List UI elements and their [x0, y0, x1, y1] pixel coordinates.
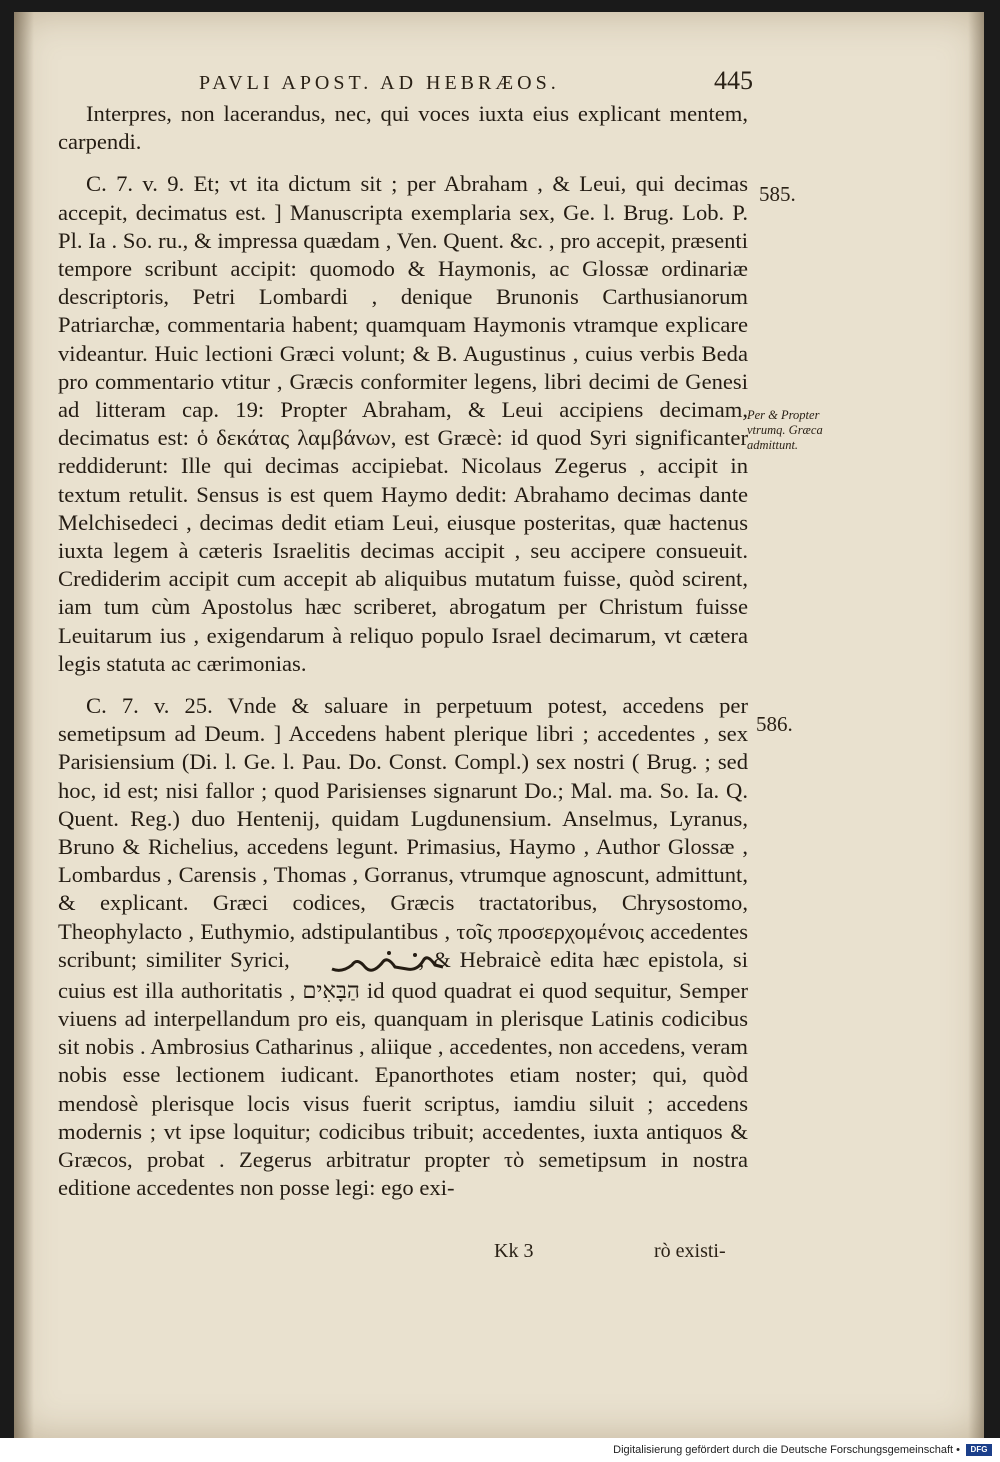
paragraph-1: C. 7. v. 9. Et; vt ita dictum sit ; per Abraham , & Leui, qui decimas accepit, decimatus est. ] Manuscripta exemplaria sex, Ge. l. Brug. Lob. P. Pl. Ia . So. ru., & impressa quædam , Ven. Quent. &c. , pro accepit, præsenti tempore scribunt accipit: quomodo & Haymonis, ac Glossæ ordinariæ descriptoris, Petri Lombardi , denique Brunonis Carthusianorum Patriarchæ, commentaria habent; quamquam Haymonis vtramque explicare videantur. Huic lectioni Græci volunt; & B. Augustinus , cuius verbis Beda pro commentario vtitur , Græcis conformiter legens, libri decimi de Genesi ad litteram cap. 19: Propter Abraham, & Leui accipiens decimam, decimatus est: ὁ δεκάτας λαμβάνων, est Græcè: id quod Syri significanter reddiderunt: Ille qui decimas accipiebat. Nicolaus Zegerus , accipit in textum retulit. Sensus is est quem Haymo dedit: Abrahamo decimas dante Melchisedeci , decimas dedit etiam Leui, eiusque posteritas, quæ hactenus iuxta legem à cæteris Israelitis decimas accipit , seu accipere consueuit. Crediderim accipit cum accepit ab aliquibus mutatum fuisse, quòd scirent, iam tum cùm Apostolus hæc scriberet, abrogatum per Christum fuisse Leuitarum ius , exigendarum à reliquo populo Israel decimarum, vt cætera legis statuta ac cærimonias. [58, 171, 748, 676]
text-block [58, 100, 748, 1202]
margin-note-586: 586. [756, 712, 793, 736]
paragraph-2-part-a: C. 7. v. 25. Vnde & saluare in perpetuum potest, accedens per semetipsum ad Deum. ] Accedens habent plerique libri ; accedentes , sex Parisiensium (Di. l. Ge. l. Pau. Do. Const. Compl.) sex nostri ( Brug. ; sed hoc, id est; nisi fallor ; quod Parisienses signarunt Do.; Mal. ma. So. Ia. Q. Quent. Reg.) duo Hentenij, quidam Lugdunensium. Anselmus, Lyranus, Bruno & Richelius, accedens legunt. Primasius, Haymo , Author Glossæ , Lombardus , Carensis , Thomas , Gorranus, vtrumque agnoscunt, admittunt, & explicant. Græci codices, Græcis tractatoribus, Chrysostomo, Theophylacto , Euthymio, adstipulantibus , τοῖς προσερχομένοις accedentes scribunt; similiter Syrici, [58, 693, 748, 972]
syriac-script-glyphs [299, 947, 419, 977]
paragraph-2-part-b: , & Hebraicè edita hæc epistola, si cuius est illa authoritatis , הַבָּאִים id quod quadrat ei quod sequitur, Semper viuens ad interpellandum pro eis, quanquam in plerisque Latinis codicibus sit nobis . Ambrosius Catharinus , aliique , accedentes, non accedens, veram nobis esse lectionem iudicant. Epanorthotes etiam noster; qui, quòd mendosè plerisque locis visus fuerit scriptus, iamdiu siluit ; accedens modernis ; vt ipse loquitur; codicibus tribuit; accedentes, iuxta antiquos & Græcos, probat . Zegerus arbitratur propter τὸ semetipsum in nostra editione accedentes non posse legi: ego exi- [58, 946, 748, 1201]
book-page [14, 12, 984, 1438]
side-note: Per & Propter vtrumq. Græca admittunt. [747, 408, 823, 452]
funding-credit: Digitalisierung gefördert durch die Deutsche Forschungsgemeinschaft • [613, 1444, 960, 1456]
signature-mark: Kk 3 [494, 1240, 534, 1262]
dfg-logo: DFG [966, 1444, 992, 1456]
running-head: PAVLI APOST. AD HEBRÆOS. [199, 72, 560, 94]
paragraph-2 [58, 692, 748, 1202]
page-spine-shadow [14, 12, 34, 1438]
margin-note-585: 585. [759, 182, 796, 206]
paragraph-0: Interpres, non lacerandus, nec, qui voces iuxta eius explicant mentem, carpendi. [58, 101, 748, 155]
digitization-footer [0, 1438, 1000, 1462]
page-number: 445 [714, 66, 753, 95]
page-edge-shadow [968, 12, 984, 1438]
catchword: rò existi- [654, 1240, 726, 1262]
